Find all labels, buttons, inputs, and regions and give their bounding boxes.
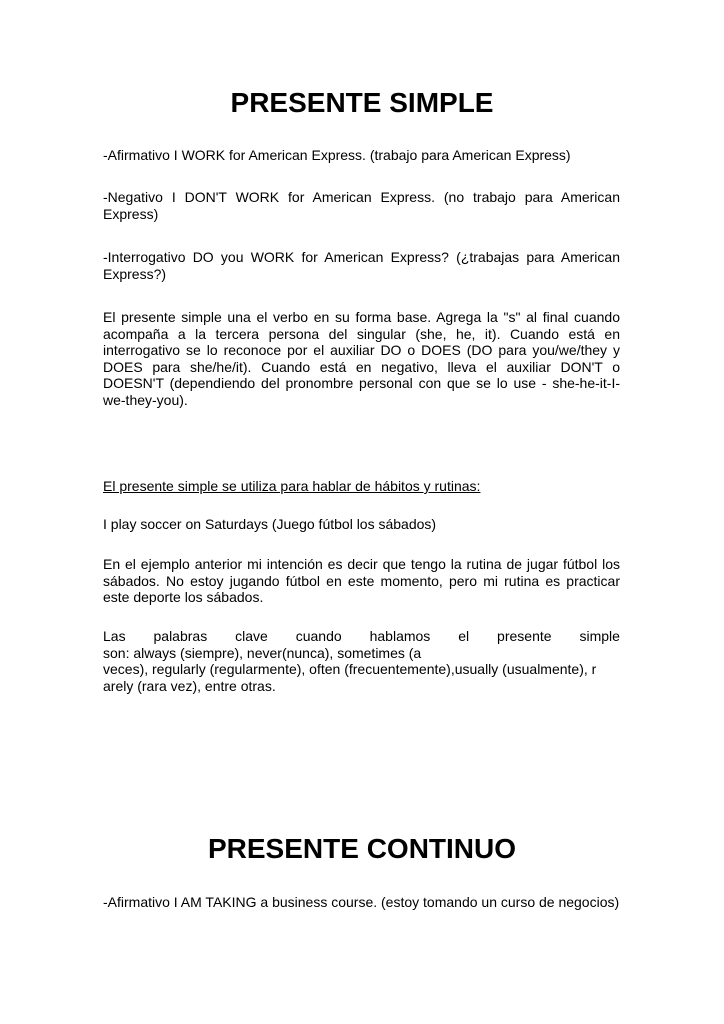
continuous-affirmative-example: -Afirmativo I AM TAKING a business course. (estoy tomando un curso de negocios) <box>103 894 620 910</box>
usage-heading-text: El presente simple se utiliza para hablar de hábitos y rutinas: <box>103 478 481 494</box>
negative-example: -Negativo I DON'T WORK for American Express. (no trabajo para American Express) <box>103 189 620 222</box>
routine-example: I play soccer on Saturdays (Juego fútbol los sábados) <box>103 516 437 532</box>
interrogative-example: -Interrogativo DO you WORK for American Express? (¿trabajas para American Express?) <box>103 249 620 282</box>
simple-present-explanation: El presente simple una el verbo en su forma base. Agrega la "s" al final cuando acompaña a la tercera persona del singular (she, he, it). Cuando está en interrogativo se lo reconoce por el auxiliar DO o DOES (DO para you/we/they y DOES para she/he/it). Cuando está en negativo, lleva el auxiliar DON'T o DOESN'T (dependiendo del pronombre personal con que se lo use - she-he-it-I-we-they-you). <box>103 309 620 408</box>
routine-example-explanation: En el ejemplo anterior mi intención es decir que tengo la rutina de jugar fútbol los sábados. No estoy jugando fútbol en este momento, pero mi rutina es practicar este deporte los sábados. <box>103 556 620 605</box>
usage-heading <box>103 478 620 495</box>
keywords-line-1 <box>103 628 620 645</box>
keywords-line-2: son: always (siempre), never(nunca), sometimes (a <box>103 644 422 661</box>
affirmative-example: -Afirmativo I WORK for American Express. (trabajo para American Express) <box>103 147 571 163</box>
keyword-word: Las <box>103 628 126 644</box>
keyword-word: simple <box>579 628 620 644</box>
keyword-word: cuando <box>295 628 342 644</box>
keyword-word: palabras <box>153 628 208 644</box>
keyword-word: presente <box>497 628 552 644</box>
keywords-paragraph <box>103 628 620 694</box>
keyword-word: hablamos <box>369 628 431 644</box>
section-title-presente-continuo: PRESENTE CONTINUO <box>207 833 517 864</box>
keywords-line-4: arely (rara vez), entre otras. <box>103 677 276 694</box>
keyword-word: clave <box>235 628 268 644</box>
keyword-word: el <box>458 628 470 644</box>
keywords-line-3: veces), regularly (regularmente), often (frecuentemente),usually (usualmente), r <box>103 661 597 677</box>
section-title-presente-simple: PRESENTE SIMPLE <box>230 87 494 118</box>
